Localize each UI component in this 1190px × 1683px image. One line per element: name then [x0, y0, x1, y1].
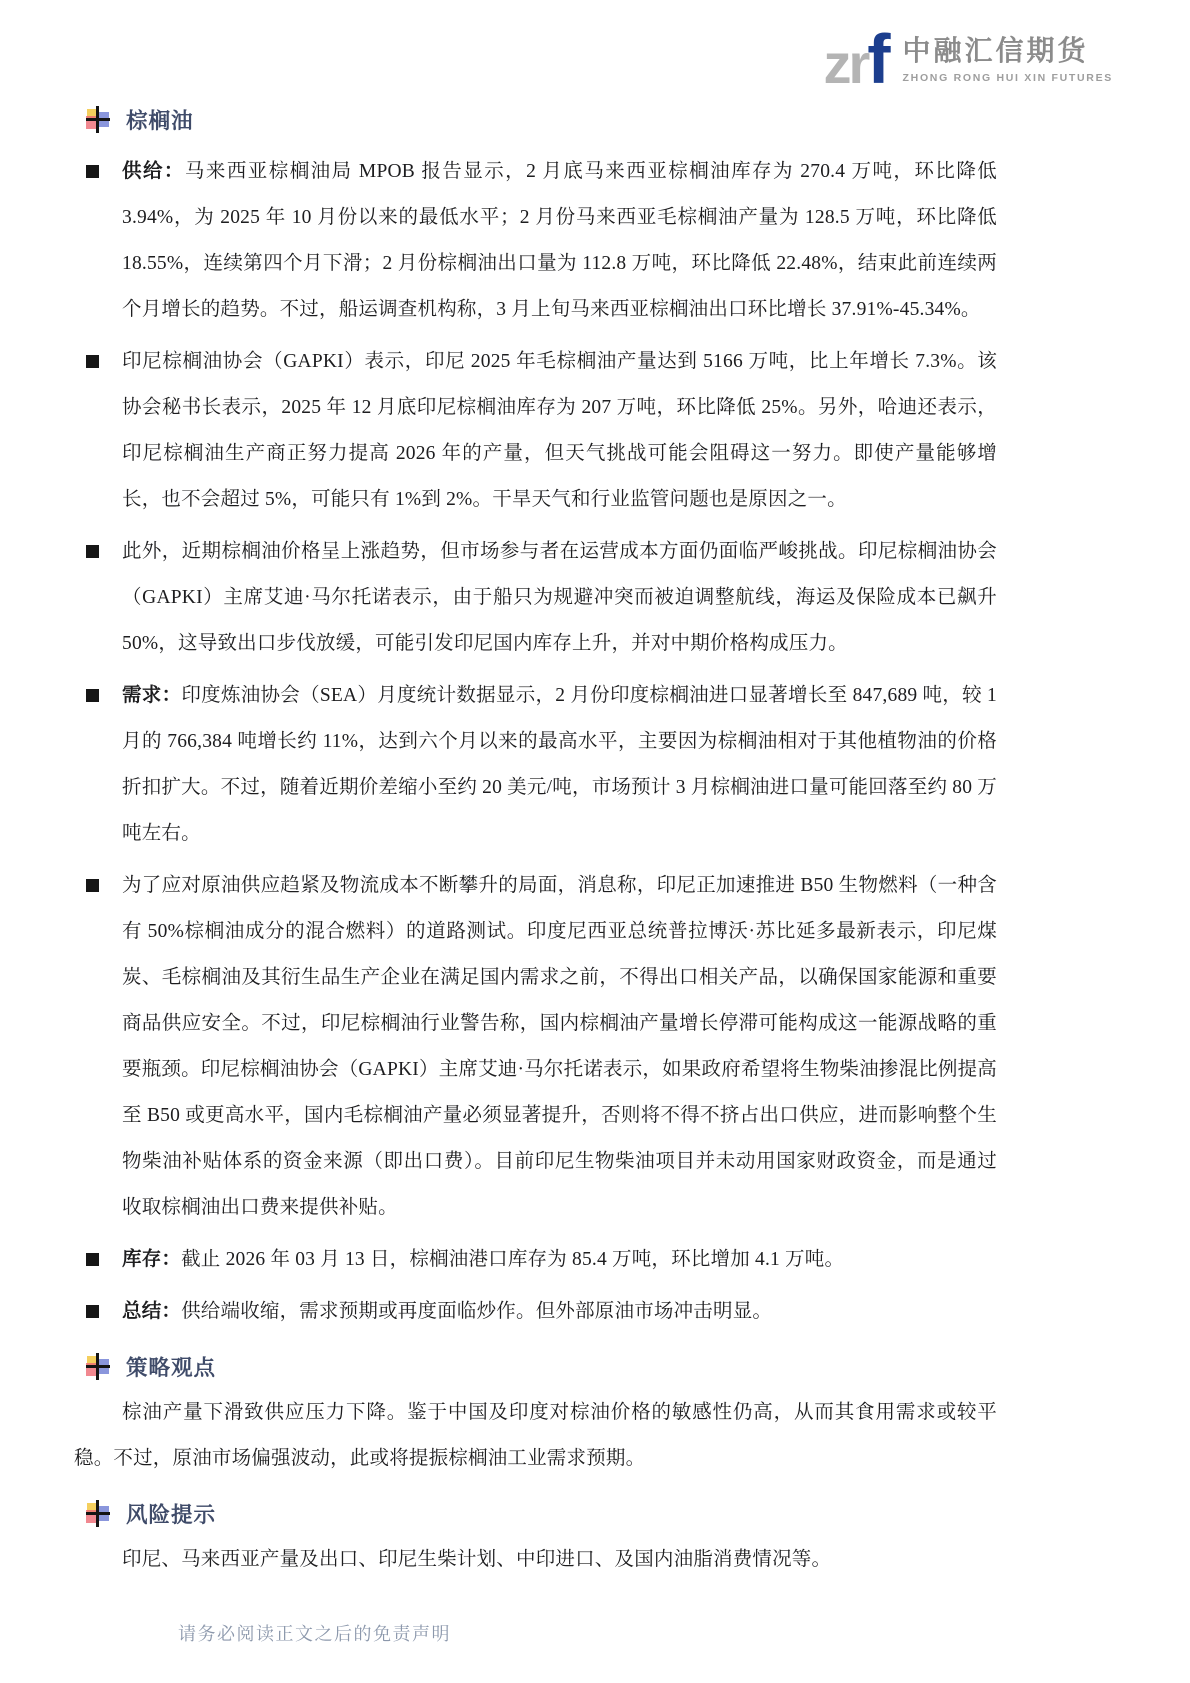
- bullet-text: 此外，近期棕榈油价格呈上涨趋势，但市场参与者在运营成本方面仍面临严峻挑战。印尼棕榈油协会（GAPKI）主席艾迪·马尔托诺表示，由于船只为规避冲突而被迫调整航线，海运及保险成本已飙升 50%，这导致出口步伐放缓，可能引发印尼国内库存上升，并对中期价格构成压力。: [122, 541, 997, 654]
- bullet-gapki-production: [86, 339, 997, 523]
- logo-text: [903, 24, 1113, 84]
- section-title: 棕榈油: [126, 109, 194, 133]
- bullet-inventory: [86, 1237, 997, 1283]
- bullet-label: 库存：: [122, 1249, 182, 1270]
- bullet-square-icon: [86, 1305, 99, 1318]
- bullet-label: 总结：: [122, 1301, 182, 1322]
- logo-mark-blue: f: [867, 20, 891, 98]
- bullet-text: 截止 2026 年 03 月 13 日，棕榈油港口库存为 85.4 万吨，环比增加 4.1 万吨。: [181, 1249, 845, 1270]
- section-flag-icon: [86, 1500, 110, 1527]
- company-logo: [823, 20, 1113, 98]
- bullet-label: 需求：: [122, 685, 182, 706]
- bullet-text: 供给端收缩，需求预期或再度面临炒作。但外部原油市场冲击明显。: [181, 1301, 773, 1322]
- bullet-square-icon: [86, 879, 99, 892]
- strategy-paragraph: 棕油产量下滑致供应压力下降。鉴于中国及印度对棕油价格的敏感性仍高，从而其食用需求或较平稳。不过，原油市场偏强波动，此或将提振棕榈油工业需求预期。: [74, 1402, 997, 1469]
- bullet-square-icon: [86, 545, 99, 558]
- bullet-supply: [86, 149, 997, 333]
- bullet-text: 为了应对原油供应趋紧及物流成本不断攀升的局面，消息称，印尼正加速推进 B50 生物燃料（一种含有 50%棕榈油成分的混合燃料）的道路测试。印度尼西亚总统普拉博沃·苏比延多最新表示，印尼煤炭、毛棕榈油及其衍生品生产企业在满足国内需求之前，不得出口相关产品，以确保国家能源和重要商品供应安全。不过，印尼棕榈油行业警告称，国内棕榈油产量增长停滞可能构成这一能源战略的重要瓶颈。印尼棕榈油协会（GAPKI）主席艾迪·马尔托诺表示，如果政府希望将生物柴油掺混比例提高至 B50 或更高水平，国内毛棕榈油产量必须显著提升，否则将不得不挤占出口供应，进而影响整个生物柴油补贴体系的资金来源（即出口费）。目前印尼生物柴油项目并未动用国家财政资金，而是通过收取棕榈油出口费来提供补贴。: [122, 875, 997, 1218]
- company-name-en: ZHONG RONG HUI XIN FUTURES: [902, 71, 1113, 84]
- bullet-label: 供给：: [122, 161, 185, 182]
- bullet-text: 印度炼油协会（SEA）月度统计数据显示，2 月份印度棕榈油进口显著增长至 847,689 吨，较 1 月的 766,384 吨增长约 11%，达到六个月以来的最高水平，主要因为棕榈油相对于其他植物油的价格折扣扩大。不过，随着近期价差缩小至约 20 美元/吨，市场预计 3 月棕榈油进口量可能回落至约 80 万吨左右。: [122, 685, 997, 844]
- bullet-demand: [86, 673, 997, 857]
- risk-paragraph: 印尼、马来西亚产量及出口、印尼生柴计划、中印进口、及国内油脂消费情况等。: [122, 1549, 832, 1570]
- company-name-cn: 中融汇信期货: [902, 35, 1089, 66]
- section-header-risk: [86, 1498, 1190, 1529]
- section-title: 风险提示: [126, 1503, 217, 1527]
- bullet-summary: [86, 1289, 997, 1335]
- section-flag-icon: [86, 1353, 110, 1380]
- bullet-text: 印尼棕榈油协会（GAPKI）表示，印尼 2025 年毛棕榈油产量达到 5166 万吨，比上年增长 7.3%。该协会秘书长表示，2025 年 12 月底印尼棕榈油库存为 207 万吨，环比降低 25%。另外，哈迪还表示，印尼棕榈油生产商正努力提高 2026 年的产量，但天气挑战可能会阻碍这一努力。即使产量能够增长，也不会超过 5%，可能只有 1%到 2%。干旱天气和行业监管问题也是原因之一。: [122, 351, 997, 510]
- logo-mark-gray: zr: [823, 32, 868, 95]
- bullet-square-icon: [86, 355, 99, 368]
- bullet-square-icon: [86, 1253, 99, 1266]
- section-flag-icon: [86, 106, 110, 133]
- bullet-text: 马来西亚棕榈油局 MPOB 报告显示，2 月底马来西亚棕榈油库存为 270.4 万吨，环比降低 3.94%，为 2025 年 10 月份以来的最低水平；2 月份马来西亚毛棕榈油产量为 128.5 万吨，环比降低 18.55%，连续第四个月下滑；2 月份棕榈油出口量为 112.8 万吨，环比降低 22.48%，结束此前连续两个月增长的趋势。不过，船运调查机构称，3 月上旬马来西亚棕榈油出口环比增长 37.91%-45.34%。: [122, 161, 997, 320]
- bullet-b50-biofuel: [86, 863, 997, 1231]
- bullet-square-icon: [86, 689, 99, 702]
- section-header-strategy: [86, 1351, 1190, 1382]
- zrf-logo-icon: [823, 20, 891, 98]
- bullet-price-costs: [86, 529, 997, 667]
- footer-disclaimer: 请务必阅读正文之后的免责声明: [178, 1624, 451, 1644]
- section-title: 策略观点: [126, 1356, 217, 1380]
- bullet-square-icon: [86, 165, 99, 178]
- palm-oil-bullet-list: [86, 149, 997, 1335]
